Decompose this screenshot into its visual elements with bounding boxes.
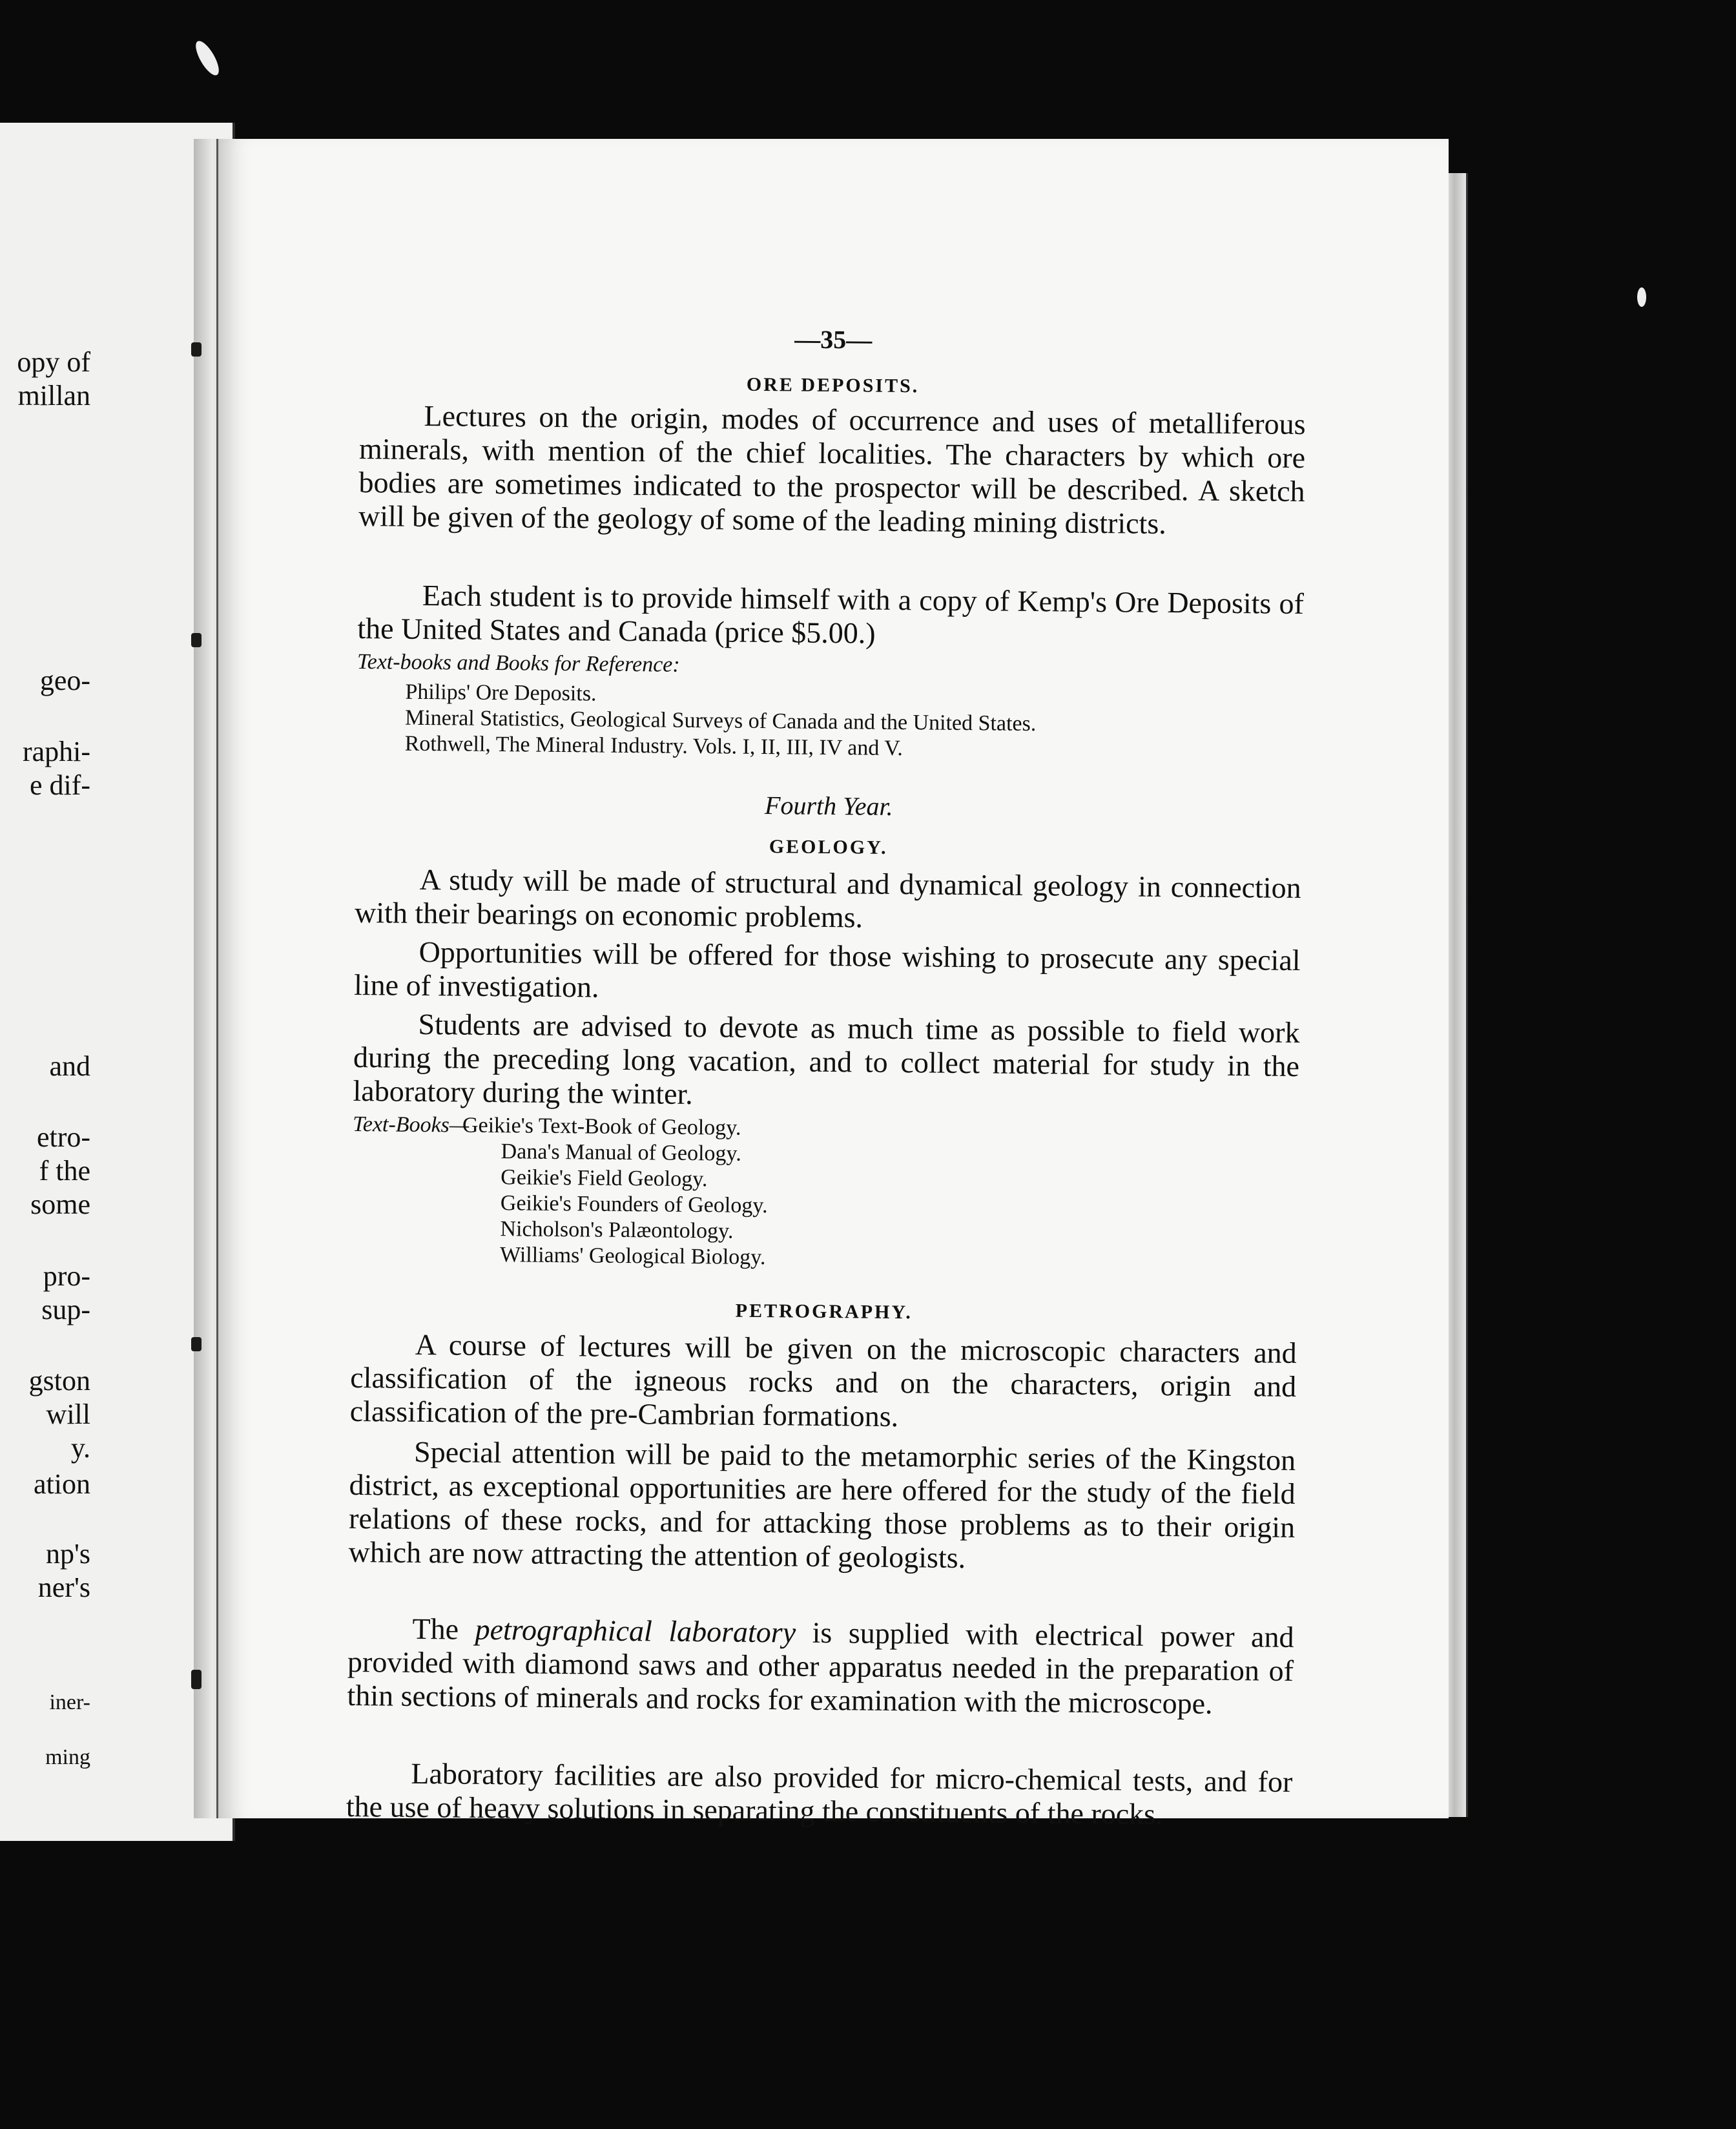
textbook-item: Dana's Manual of Geology. <box>501 1139 741 1166</box>
left-fragment: millan <box>17 380 90 411</box>
geology-textbooks-label: Text-Books— <box>352 1112 470 1137</box>
page-number: —35— <box>794 324 873 355</box>
petrography-paragraph-3 <box>347 1612 1294 1721</box>
petrography-paragraph-2: Special attention will be paid to the metamorphic series of the Kingston district, as exceptional opportunities are here offered for the study of the field relations of these rocks, and for attacking those problems as to their origin which are now attracting the attention of geologists. <box>348 1435 1296 1575</box>
geology-paragraph-3: Students are advised to devote as much time as possible to field work during the preceding long vacation, and to collect material for study in the laboratory during the winter. <box>353 1007 1300 1110</box>
left-fragment: etro- <box>36 1121 90 1153</box>
scan-speck <box>191 38 223 79</box>
left-fragment: geo- <box>39 665 90 696</box>
textbook-item: Nicholson's Palæontology. <box>500 1217 734 1243</box>
italic-phrase: petrographical laboratory <box>475 1612 796 1649</box>
reference-item: Philips' Ore Deposits. <box>405 680 597 706</box>
left-fragment: ner's <box>37 1572 90 1603</box>
left-fragment: iner- <box>49 1690 90 1714</box>
book-page <box>216 139 1449 1831</box>
left-fragment: raphi- <box>22 736 90 767</box>
left-fragment: ming <box>45 1745 90 1769</box>
textbook-item: Geikie's Text-Book of Geology. <box>462 1113 741 1140</box>
binding-stitch <box>191 1670 202 1689</box>
binding-stitch <box>191 342 202 357</box>
section-heading-petrography: PETROGRAPHY. <box>735 1300 913 1324</box>
section-heading-ore-deposits: ORE DEPOSITS. <box>746 373 920 397</box>
left-fragment: opy of <box>17 346 90 378</box>
paragraph-text: The <box>412 1612 459 1646</box>
textbook-item: Geikie's Field Geology. <box>501 1165 708 1192</box>
paragraph-text: is supplied with electrical power and provided with diamond saws and other apparatus needed in the preparation of thin sections of minerals and rocks for examination with the microscope. <box>347 1615 1294 1720</box>
geology-paragraph-2: Opportunities will be offered for those wishing to prosecute any special line of investigation. <box>353 935 1301 1004</box>
binding-stitch <box>191 1337 202 1351</box>
left-fragment: sup- <box>41 1294 90 1325</box>
left-fragment: some <box>30 1189 90 1220</box>
left-fragment: will <box>46 1398 90 1430</box>
geology-paragraph-1: A study will be made of structural and dynamical geology in connection with their bearings on economic problems. <box>354 862 1301 934</box>
left-fragment: np's <box>45 1538 90 1570</box>
petrography-paragraph-1: A course of lectures will be given on the microscopic characters and classification of the igneous rocks and on the characters, origin and classification of the pre-Cambrian formations. <box>349 1327 1297 1433</box>
ore-deposits-reference-label: Text-books and Books for Reference: <box>356 649 680 677</box>
left-fragment: and <box>49 1050 90 1082</box>
binding-stitch <box>191 633 202 647</box>
reference-item: Mineral Statistics, Geological Surveys of Canada and the United States. <box>404 705 1037 736</box>
ore-deposits-paragraph-1: Lectures on the origin, modes of occurrence and uses of metalliferous minerals, with mention of the chief localities. The characters by which ore bodies are sometimes indicated to the prospector will be described. A sketch will be given of the geology of some of the leading mining districts. <box>358 399 1306 540</box>
left-fragment: ation <box>34 1468 90 1500</box>
reference-item: Rothwell, The Mineral Industry. Vols. I, II, III, IV and V. <box>404 731 904 761</box>
textbook-item: Geikie's Founders of Geology. <box>500 1191 768 1218</box>
year-heading: Fourth Year. <box>764 791 893 821</box>
petrography-paragraph-4: Laboratory facilities are also provided for micro-chemical tests, and for the use of heavy solutions in separating the constituents of the rocks. <box>346 1756 1293 1831</box>
left-fragment: e dif- <box>29 769 90 801</box>
left-fragment: y. <box>70 1432 90 1464</box>
page-content <box>346 320 1307 1831</box>
scan-speck <box>1637 287 1646 307</box>
textbook-item: Williams' Geological Biology. <box>499 1243 766 1270</box>
left-fragment: f the <box>39 1155 90 1187</box>
ore-deposits-paragraph-2: Each student is to provide himself with a copy of Kemp's Ore Deposits of the United States and Canada (price $5.00.) <box>357 578 1305 650</box>
left-fragment: pro- <box>43 1260 90 1292</box>
section-heading-geology: GEOLOGY. <box>769 836 888 858</box>
left-fragment: gston <box>28 1365 90 1397</box>
